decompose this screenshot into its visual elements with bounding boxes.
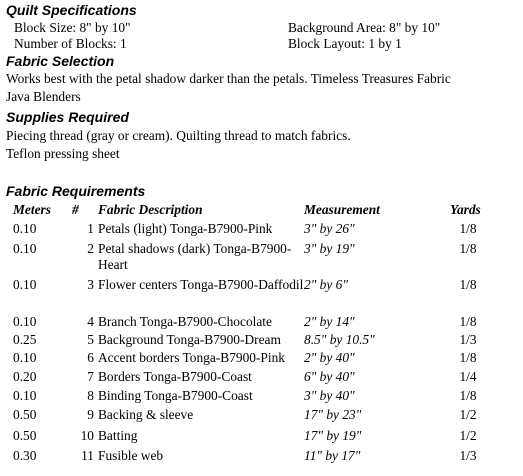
- fabric-selection-line-2: Java Blenders: [6, 89, 81, 104]
- row-yards: 1/8: [459, 241, 477, 256]
- row-meters: 0.10: [13, 388, 37, 403]
- row-number: 5: [87, 332, 94, 347]
- background-area-text: Background Area: 8" by 10": [288, 20, 441, 35]
- row-description: Fusible web: [98, 448, 164, 463]
- row-meters: 0.50: [13, 407, 37, 422]
- row-meters: 0.30: [13, 448, 37, 463]
- row-number: 8: [87, 388, 94, 403]
- fabric-requirements-heading: Fabric Requirements: [6, 183, 146, 199]
- supplies-line-2: Teflon pressing sheet: [6, 146, 120, 161]
- col-header-yards: Yards: [450, 202, 481, 217]
- row-yards: 1/8: [459, 314, 477, 329]
- row-meters: 0.10: [13, 221, 37, 236]
- row-measurement: 8.5" by 10.5": [304, 332, 375, 347]
- row-yards: 1/3: [459, 332, 477, 347]
- row-measurement: 11" by 17": [304, 448, 361, 463]
- row-meters: 0.20: [13, 369, 37, 384]
- row-number: 9: [87, 407, 94, 422]
- row-description: Binding Tonga-B7900-Coast: [98, 388, 253, 403]
- row-meters: 0.10: [13, 314, 37, 329]
- row-number: 11: [81, 448, 94, 463]
- row-description: Borders Tonga-B7900-Coast: [98, 369, 252, 384]
- row-description: Accent borders Tonga-B7900-Pink: [98, 350, 285, 365]
- row-measurement: 6" by 40": [304, 369, 355, 384]
- col-header-number: #: [72, 202, 79, 217]
- row-description: Petal shadows (dark) Tonga-B7900-Heart: [98, 241, 292, 272]
- block-size-text: Block Size: 8" by 10": [14, 20, 131, 35]
- row-meters: 0.25: [13, 332, 37, 347]
- row-yards: 1/8: [459, 350, 477, 365]
- fabric-selection-line-1: Works best with the petal shadow darker than the petals. Timeless Treasures Fabric: [6, 71, 451, 86]
- row-measurement: 17" by 23": [304, 407, 362, 422]
- row-number: 7: [87, 369, 94, 384]
- row-measurement: 3" by 40": [304, 388, 355, 403]
- row-number: 6: [87, 350, 94, 365]
- row-yards: 1/2: [459, 407, 477, 422]
- row-meters: 0.10: [13, 241, 37, 256]
- fabric-selection-heading: Fabric Selection: [6, 53, 115, 69]
- row-number: 2: [87, 241, 94, 256]
- row-meters: 0.10: [13, 277, 37, 292]
- row-measurement: 2" by 14": [304, 314, 355, 329]
- number-of-blocks-text: Number of Blocks: 1: [14, 36, 127, 51]
- col-header-meters: Meters: [13, 202, 51, 217]
- row-number: 3: [87, 277, 94, 292]
- row-meters: 0.50: [13, 428, 37, 443]
- row-description: Backing & sleeve: [98, 407, 194, 422]
- row-measurement: 2" by 6": [304, 277, 348, 292]
- row-description: Batting: [98, 428, 138, 443]
- row-yards: 1/8: [459, 277, 477, 292]
- supplies-line-1: Piecing thread (gray or cream). Quilting thread to match fabrics.: [6, 128, 351, 143]
- row-measurement: 17" by 19": [304, 428, 362, 443]
- col-header-measurement: Measurement: [304, 202, 380, 217]
- row-number: 1: [87, 221, 94, 236]
- row-measurement: 3" by 19": [304, 241, 355, 256]
- row-yards: 1/8: [459, 388, 477, 403]
- row-description: Branch Tonga-B7900-Chocolate: [98, 314, 272, 329]
- row-description: Flower centers Tonga-B7900-Daffodil: [98, 277, 304, 292]
- col-header-description: Fabric Description: [98, 202, 203, 217]
- row-number: 4: [87, 314, 94, 329]
- row-measurement: 2" by 40": [304, 350, 355, 365]
- row-meters: 0.10: [13, 350, 37, 365]
- supplies-required-heading: Supplies Required: [6, 109, 129, 125]
- row-yards: 1/3: [459, 448, 477, 463]
- row-yards: 1/2: [459, 428, 477, 443]
- row-yards: 1/8: [459, 221, 477, 236]
- row-measurement: 3" by 26": [304, 221, 355, 236]
- quilt-specifications-heading: Quilt Specifications: [6, 2, 137, 18]
- row-description: Petals (light) Tonga-B7900-Pink: [98, 221, 273, 236]
- row-yards: 1/4: [459, 369, 477, 384]
- row-description: Background Tonga-B7900-Dream: [98, 332, 281, 347]
- block-layout-text: Block Layout: 1 by 1: [288, 36, 402, 51]
- row-number: 10: [80, 428, 94, 443]
